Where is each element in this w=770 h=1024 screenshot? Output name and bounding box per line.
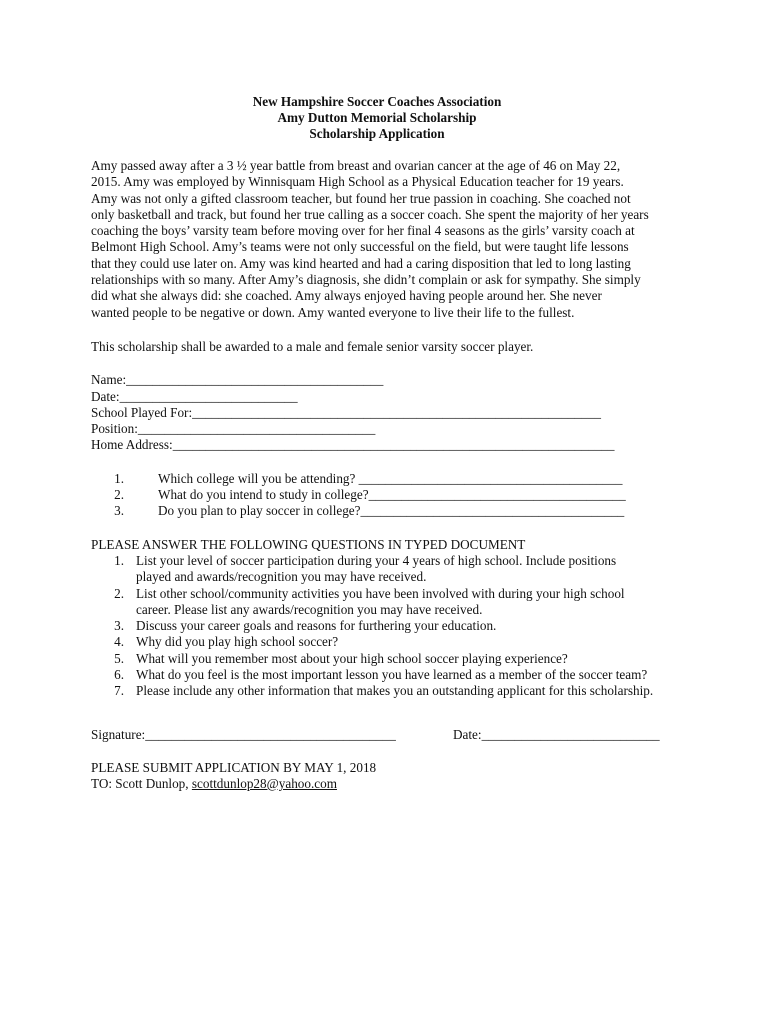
- intro-line: Amy was not only a gifted classroom teacher, but found her true passion in coaching. She coached not: [91, 190, 631, 206]
- name-field[interactable]: [91, 372, 691, 388]
- instruction-item: [91, 618, 691, 634]
- school-label: School Played For:: [91, 404, 193, 420]
- instruction-item: [91, 586, 691, 619]
- scholarship-title: Amy Dutton Memorial Scholarship: [277, 110, 477, 125]
- question-number: 3.: [114, 503, 124, 519]
- instruction-text: Please include any other information that makes you an outstanding applicant for this scholarship.: [136, 683, 654, 699]
- instruction-text: What will you remember most about your high school soccer playing experience?: [136, 650, 568, 666]
- intro-line: Belmont High School. Amy’s teams were not only successful on the field, but were taught life lessons: [91, 239, 629, 255]
- contact-email-link[interactable]: scottdunlop28@yahoo.com: [191, 775, 337, 791]
- signature-date-blank[interactable]: ___________________________: [481, 726, 660, 742]
- document-header: [77, 94, 677, 142]
- association-title: New Hampshire Soccer Coaches Association: [252, 94, 502, 109]
- date-label: Date:: [91, 388, 120, 404]
- instruction-number: 7.: [114, 683, 124, 699]
- instruction-number: 2.: [114, 585, 124, 601]
- question-number: 1.: [114, 470, 124, 486]
- instruction-text: played and awards/recognition you may have received.: [136, 569, 427, 585]
- signature-date-field[interactable]: [453, 727, 660, 743]
- intro-line: only basketball and track, but found her true calling as a soccer coach. She spent the majority of her years: [91, 206, 649, 222]
- college-questions: [91, 471, 691, 520]
- position-field[interactable]: [91, 421, 691, 437]
- intro-line: that they could use later on. Amy was kind hearted and had a caring disposition that led to long lasting: [91, 255, 631, 271]
- intro-line: did what she always did: she coached. Amy always enjoyed having people around her. She never: [91, 288, 602, 304]
- question-text[interactable]: Which college will you be attending? ________________________________________: [158, 470, 623, 486]
- instruction-number: 1.: [114, 552, 124, 568]
- instruction-number: 6.: [114, 667, 124, 683]
- position-blank[interactable]: ____________________________________: [137, 421, 376, 437]
- intro-line: wanted people to be negative or down. Amy wanted everyone to live their life to the fullest.: [91, 304, 575, 320]
- instructions-title: PLEASE ANSWER THE FOLLOWING QUESTIONS IN TYPED DOCUMENT: [91, 536, 526, 552]
- date-blank[interactable]: ___________________________: [119, 388, 298, 404]
- school-field[interactable]: [91, 405, 691, 421]
- instruction-item: [91, 651, 691, 667]
- instruction-text: List other school/community activities you have been involved with during your high school: [136, 585, 625, 601]
- date-field[interactable]: [91, 389, 691, 405]
- instruction-text: Why did you play high school soccer?: [136, 634, 339, 650]
- submit-deadline: PLEASE SUBMIT APPLICATION BY MAY 1, 2018: [91, 759, 377, 775]
- document-page: [91, 94, 691, 792]
- name-blank[interactable]: _______________________________________: [126, 372, 384, 388]
- question-item[interactable]: [91, 471, 691, 487]
- submit-to-label: TO: Scott Dunlop,: [91, 775, 192, 791]
- submission-info: [91, 760, 691, 793]
- question-item[interactable]: [91, 503, 691, 519]
- home-address-label: Home Address:: [91, 437, 173, 453]
- applicant-fields: [91, 372, 691, 453]
- intro-line: Amy passed away after a 3 ½ year battle from breast and ovarian cancer at the age of 46 on May 22,: [91, 158, 621, 173]
- instruction-item: [91, 683, 691, 699]
- instruction-item: [91, 634, 691, 650]
- intro-paragraph: [91, 158, 689, 321]
- instruction-item: [91, 553, 691, 586]
- signature-field[interactable]: [91, 727, 396, 743]
- question-number: 2.: [114, 487, 124, 503]
- signature-label: Signature:: [91, 726, 146, 742]
- intro-line: relationships with so many. After Amy’s diagnosis, she didn’t complain or ask for sympathy. She simply: [91, 272, 641, 288]
- instruction-number: 5.: [114, 650, 124, 666]
- signature-row: [91, 727, 691, 744]
- position-label: Position:: [91, 421, 138, 437]
- question-item[interactable]: [91, 487, 691, 503]
- instruction-text: Discuss your career goals and reasons for furthering your education.: [136, 618, 497, 634]
- question-text[interactable]: Do you plan to play soccer in college?________________________________________: [158, 503, 625, 519]
- instruction-text: career. Please list any awards/recognition you may have received.: [136, 601, 483, 617]
- signature-date-label: Date:: [453, 726, 482, 742]
- home-address-field[interactable]: [91, 437, 691, 453]
- name-label: Name:: [91, 372, 127, 388]
- award-statement: This scholarship shall be awarded to a male and female senior varsity soccer player.: [91, 338, 534, 354]
- intro-line: coaching the boys’ varsity team before moving over for her final 4 seasons as the girls’ varsity coach at: [91, 223, 635, 239]
- essay-instructions: [91, 537, 691, 700]
- instruction-number: 4.: [114, 634, 124, 650]
- application-title: Scholarship Application: [309, 126, 445, 141]
- instruction-text: What do you feel is the most important lesson you have learned as a member of the soccer team?: [136, 667, 648, 683]
- instruction-text: List your level of soccer participation during your 4 years of high school. Include positions: [136, 552, 617, 568]
- signature-blank[interactable]: ______________________________________: [145, 726, 396, 742]
- home-address-blank[interactable]: ___________________________________________________________________: [172, 437, 615, 453]
- question-text[interactable]: What do you intend to study in college?_______________________________________: [158, 487, 626, 503]
- instruction-item: [91, 667, 691, 683]
- intro-line: 2015. Amy was employed by Winnisquam High School as a Physical Education teacher for 19 years.: [91, 174, 624, 190]
- submit-to-line: [91, 776, 691, 792]
- instruction-number: 3.: [114, 618, 124, 634]
- school-blank[interactable]: ______________________________________________________________: [192, 404, 601, 420]
